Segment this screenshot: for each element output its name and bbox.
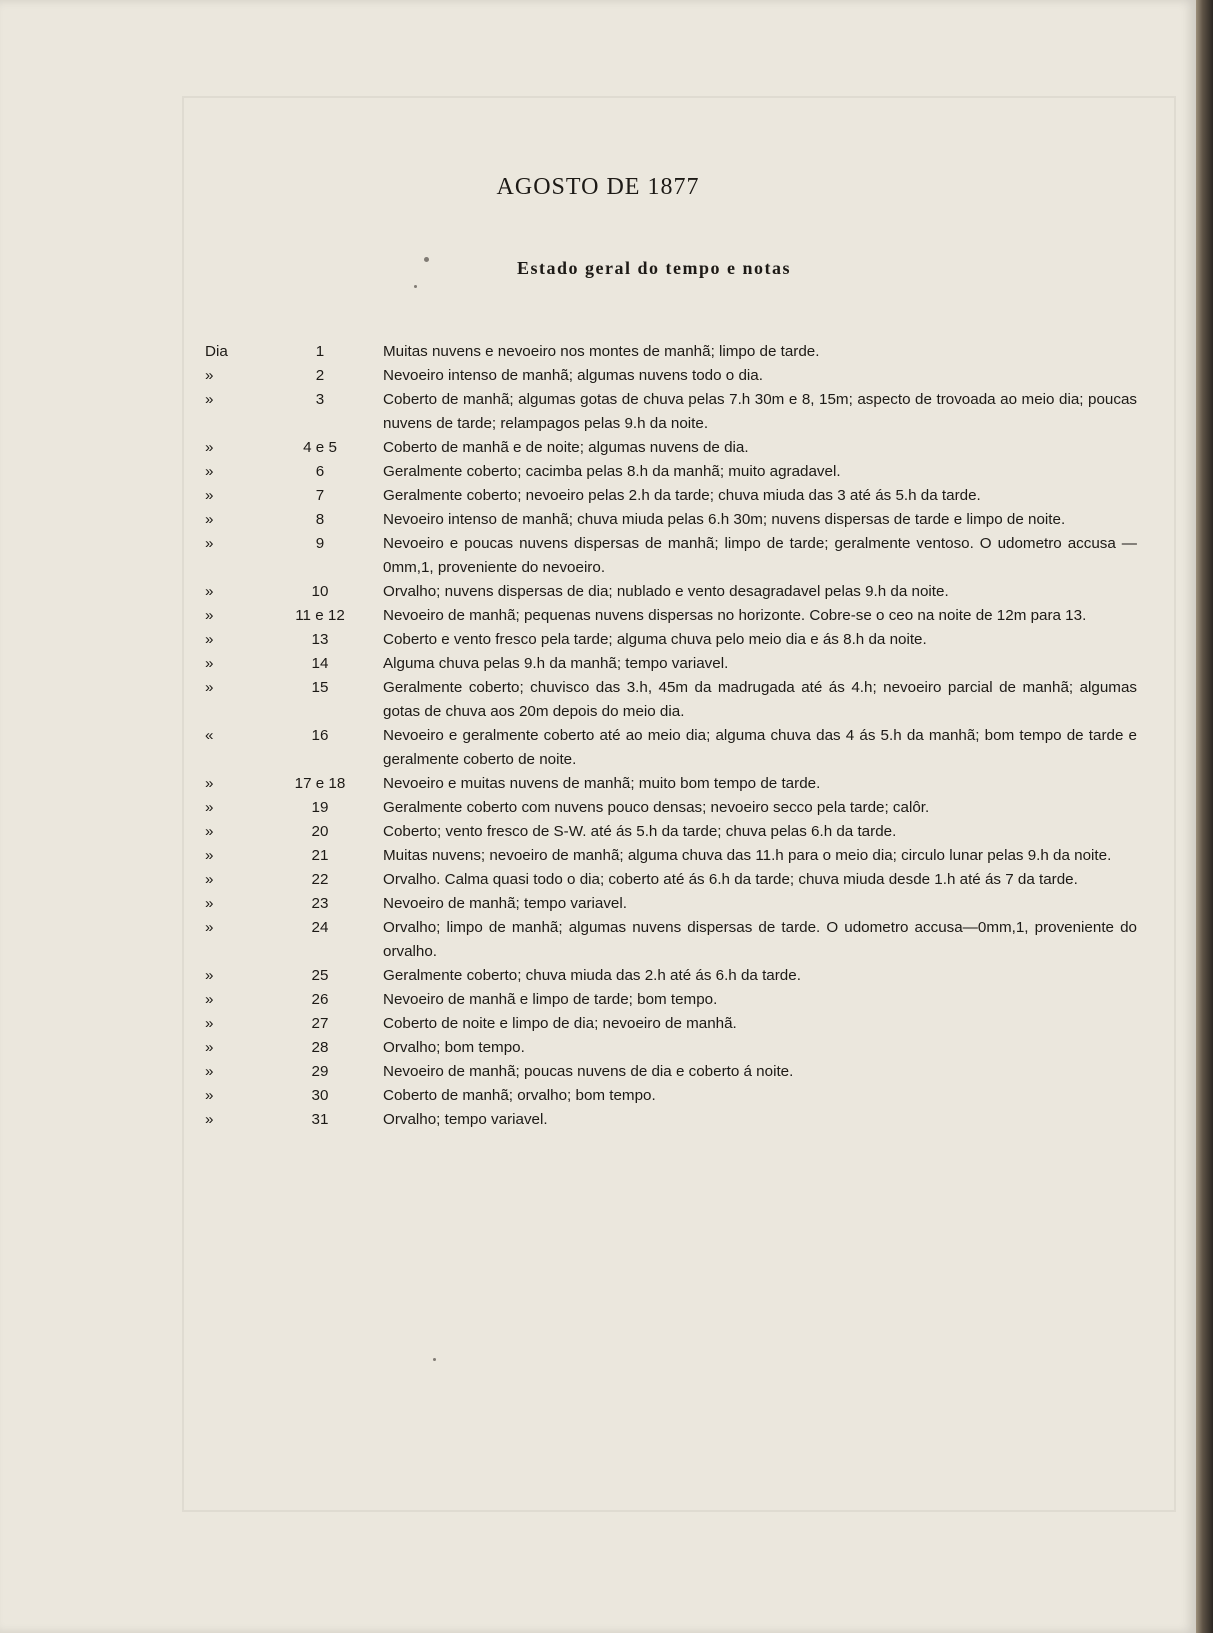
- day-number: 28: [311, 1039, 329, 1056]
- list-item: [0, 460, 1196, 484]
- list-item: [0, 868, 1196, 892]
- ditto-mark: »: [205, 847, 214, 864]
- ink-speck: [414, 285, 417, 288]
- weather-note: Orvalho. Calma quasi todo o dia; coberto até ás 6.h da tarde; chuva miuda desde 1.h até ás 7 da tarde.: [383, 871, 1078, 888]
- weather-note: Coberto de manhã e de noite; algumas nuvens de dia.: [383, 439, 749, 456]
- day-number: 13: [311, 631, 329, 648]
- list-item: [0, 436, 1196, 460]
- list-item: [0, 676, 1196, 724]
- ditto-mark: »: [205, 679, 214, 696]
- ditto-mark: »: [205, 799, 214, 816]
- day-number: 8: [315, 511, 325, 528]
- weather-note: Geralmente coberto; nevoeiro pelas 2.h da tarde; chuva miuda das 3 até ás 5.h da tarde.: [383, 487, 981, 504]
- ditto-mark: »: [205, 919, 214, 936]
- day-number: 20: [311, 823, 329, 840]
- list-item: [0, 388, 1196, 436]
- ditto-mark: »: [205, 1015, 214, 1032]
- weather-note: Geralmente coberto; chuva miuda das 2.h até ás 6.h da tarde.: [383, 967, 801, 984]
- day-number: 16: [311, 727, 329, 744]
- ditto-mark: »: [205, 775, 214, 792]
- list-item: [0, 820, 1196, 844]
- weather-note: Nevoeiro e geralmente coberto até ao meio dia; alguma chuva das 4 ás 5.h da manhã; bom tempo de tarde e geralmente coberto de noite.: [383, 727, 1137, 768]
- weather-note: Nevoeiro de manhã e limpo de tarde; bom tempo.: [383, 991, 718, 1008]
- day-number: 4 e 5: [303, 439, 337, 456]
- weather-note: Coberto de noite e limpo de dia; nevoeiro de manhã.: [383, 1015, 737, 1032]
- list-item: [0, 988, 1196, 1012]
- weather-note: Nevoeiro de manhã; poucas nuvens de dia e coberto á noite.: [383, 1063, 794, 1080]
- day-number: 11 e 12: [295, 607, 345, 624]
- day-number: 22: [311, 871, 329, 888]
- weather-note: Coberto de manhã; algumas gotas de chuva pelas 7.h 30m e 8, 15m; aspecto de trovoada ao meio dia; poucas nuvens de tarde; relampagos pelas 9.h da noite.: [383, 391, 1137, 432]
- ditto-mark: »: [205, 487, 214, 504]
- list-item: [0, 652, 1196, 676]
- weather-note: Orvalho; nuvens dispersas de dia; nublado e vento desagradavel pelas 9.h da noite.: [383, 583, 949, 600]
- ditto-mark: »: [205, 1063, 214, 1080]
- section-subtitle: Estado geral do tempo e notas: [517, 258, 791, 278]
- list-item: [0, 1012, 1196, 1036]
- day-number: 25: [311, 967, 329, 984]
- list-item: [0, 964, 1196, 988]
- list-item: [0, 340, 1196, 364]
- day-number: 9: [315, 535, 325, 552]
- list-item: [0, 628, 1196, 652]
- weather-note: Orvalho; tempo variavel.: [383, 1111, 548, 1128]
- list-item: [0, 1108, 1196, 1132]
- ditto-mark: »: [205, 1111, 214, 1128]
- weather-notes-list: [0, 340, 1196, 1132]
- ditto-mark: »: [205, 391, 214, 408]
- list-item: [0, 844, 1196, 868]
- weather-note: Nevoeiro intenso de manhã; chuva miuda pelas 6.h 30m; nuvens dispersas de tarde e limpo de noite.: [383, 511, 1066, 528]
- day-number: 31: [311, 1111, 329, 1128]
- day-number: 6: [315, 463, 325, 480]
- day-number: 24: [311, 919, 329, 936]
- day-number: 29: [311, 1063, 329, 1080]
- ditto-mark: »: [205, 607, 214, 624]
- list-item: [0, 724, 1196, 772]
- list-item: [0, 364, 1196, 388]
- weather-note: Geralmente coberto com nuvens pouco densas; nevoeiro secco pela tarde; calôr.: [383, 799, 930, 816]
- ditto-mark: »: [205, 655, 214, 672]
- day-number: 15: [311, 679, 329, 696]
- day-number: 2: [315, 367, 325, 384]
- ditto-mark: »: [205, 823, 214, 840]
- ditto-mark: »: [205, 439, 214, 456]
- list-item: [0, 1036, 1196, 1060]
- ditto-mark: »: [205, 583, 214, 600]
- weather-note: Orvalho; bom tempo.: [383, 1039, 525, 1056]
- list-item: [0, 892, 1196, 916]
- list-item: [0, 532, 1196, 580]
- list-item: [0, 772, 1196, 796]
- weather-note: Geralmente coberto; cacimba pelas 8.h da manhã; muito agradavel.: [383, 463, 841, 480]
- weather-note: Nevoeiro de manhã; pequenas nuvens dispersas no horizonte. Cobre-se o ceo na noite de 12m para 13.: [383, 607, 1087, 624]
- ditto-mark: »: [205, 871, 214, 888]
- day-number: 10: [311, 583, 329, 600]
- weather-note: Coberto e vento fresco pela tarde; alguma chuva pelo meio dia e ás 8.h da noite.: [383, 631, 927, 648]
- ditto-mark: »: [205, 367, 214, 384]
- ditto-mark: »: [205, 1039, 214, 1056]
- ink-speck: [433, 1358, 436, 1361]
- ditto-mark: Dia: [205, 343, 228, 360]
- weather-note: Muitas nuvens e nevoeiro nos montes de manhã; limpo de tarde.: [383, 343, 820, 360]
- ditto-mark: »: [205, 991, 214, 1008]
- weather-note: Geralmente coberto; chuvisco das 3.h, 45m da madrugada até ás 4.h; nevoeiro parcial de manhã; algumas gotas de chuva aos 20m depois do meio dia.: [383, 679, 1137, 720]
- weather-note: Coberto; vento fresco de S-W. até ás 5.h da tarde; chuva pelas 6.h da tarde.: [383, 823, 897, 840]
- list-item: [0, 484, 1196, 508]
- day-number: 27: [311, 1015, 329, 1032]
- weather-note: Nevoeiro e poucas nuvens dispersas de manhã; limpo de tarde; geralmente ventoso. O udometro accusa —0mm,1, proveniente do nevoeiro.: [383, 535, 1137, 576]
- list-item: [0, 604, 1196, 628]
- weather-note: Nevoeiro de manhã; tempo variavel.: [383, 895, 627, 912]
- ditto-mark: »: [205, 511, 214, 528]
- weather-note: Coberto de manhã; orvalho; bom tempo.: [383, 1087, 656, 1104]
- day-number: 30: [311, 1087, 329, 1104]
- list-item: [0, 916, 1196, 964]
- list-item: [0, 1084, 1196, 1108]
- ditto-mark: »: [205, 895, 214, 912]
- book-edge: [1196, 0, 1213, 1633]
- ditto-mark: »: [205, 967, 214, 984]
- list-item: [0, 1060, 1196, 1084]
- day-number: 23: [311, 895, 329, 912]
- day-number: 17 e 18: [294, 775, 346, 792]
- ditto-mark: »: [205, 631, 214, 648]
- weather-note: Nevoeiro e muitas nuvens de manhã; muito bom tempo de tarde.: [383, 775, 821, 792]
- list-item: [0, 508, 1196, 532]
- weather-note: Orvalho; limpo de manhã; algumas nuvens dispersas de tarde. O udometro accusa—0mm,1, proveniente do orvalho.: [383, 919, 1137, 960]
- day-number: 1: [315, 343, 325, 360]
- list-item: [0, 580, 1196, 604]
- day-number: 26: [311, 991, 329, 1008]
- page-title: AGOSTO DE 1877: [496, 174, 700, 200]
- day-number: 3: [315, 391, 325, 408]
- weather-note: Alguma chuva pelas 9.h da manhã; tempo variavel.: [383, 655, 729, 672]
- ditto-mark: «: [205, 727, 214, 744]
- day-number: 19: [311, 799, 329, 816]
- weather-note: Muitas nuvens; nevoeiro de manhã; alguma chuva das 11.h para o meio dia; circulo lunar pelas 9.h da noite.: [383, 847, 1112, 864]
- day-number: 21: [311, 847, 329, 864]
- list-item: [0, 796, 1196, 820]
- ditto-mark: »: [205, 535, 214, 552]
- weather-note: Nevoeiro intenso de manhã; algumas nuvens todo o dia.: [383, 367, 763, 384]
- day-number: 14: [311, 655, 329, 672]
- ditto-mark: »: [205, 1087, 214, 1104]
- ditto-mark: »: [205, 463, 214, 480]
- day-number: 7: [315, 487, 325, 504]
